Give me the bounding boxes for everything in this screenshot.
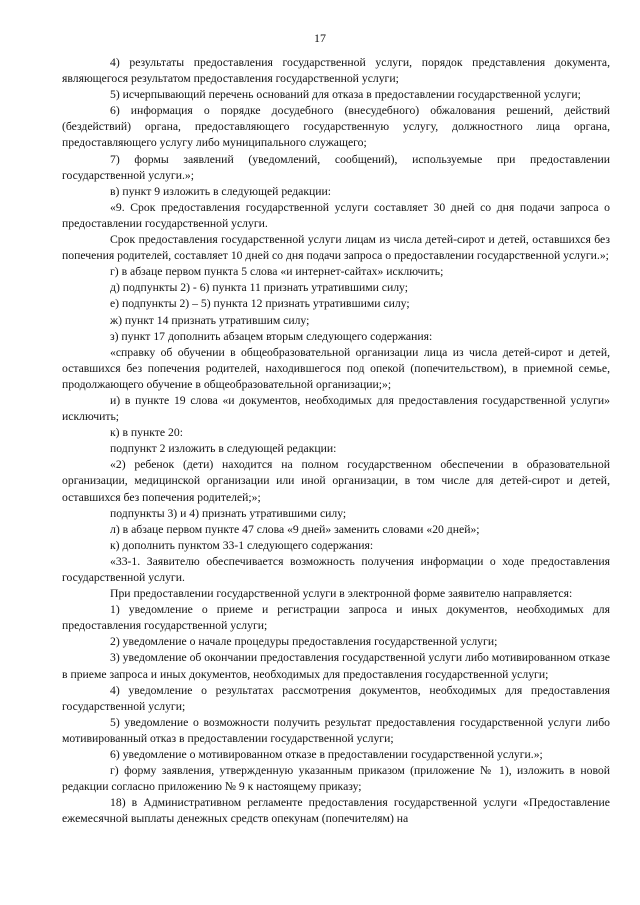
paragraph: г) в абзаце первом пункта 5 слова «и интернет-сайтах» исключить; [110,265,444,279]
paragraph: 2) уведомление о начале процедуры предоставления государственной услуги; [110,635,498,649]
paragraph: з) пункт 17 дополнить абзацем вторым следующего содержания: [110,329,433,343]
paragraph: 5) исчерпывающий перечень оснований для отказа в предоставлении государственной услуги; [110,88,581,102]
paragraph: «2) ребенок (дети) находится на полном государственном обеспечении в образовательной организации, медицинской организации или иной организации, в том числе для детей-сирот и детей, оставшихся без попечения родителей;»; [62,458,610,504]
paragraph: к) дополнить пунктом 33-1 следующего содержания: [110,538,374,552]
paragraph: 7) формы заявлений (уведомлений, сообщений), используемые при предоставлении государственной услуги.»; [62,152,610,182]
paragraph: 1) уведомление о приеме и регистрации запроса и иных документов, необходимых для предоставления государственной услуги; [62,603,610,633]
page-number: 17 [314,31,326,45]
paragraph: е) подпункты 2) – 5) пункта 12 признать утратившими силу; [110,297,410,311]
paragraph: Срок предоставления государственной услуги лицам из числа детей-сирот и детей, оставшихся без попечения родителей, составляет 10 дней со дня подачи запроса о предоставлении государственной услуги.»; [62,233,610,263]
paragraph: 4) уведомление о результатах рассмотрения документов, необходимых для предоставления государственной услуги; [62,683,610,713]
paragraph: в) пункт 9 изложить в следующей редакции: [110,184,332,198]
paragraph: 5) уведомление о возможности получить результат предоставления государственной услуги либо мотивированный отказ в предоставлении государственной услуги; [62,715,610,745]
paragraph: подпункт 2 изложить в следующей редакции: [110,442,337,456]
paragraph: д) подпункты 2) - 6) пункта 11 признать утратившими силу; [110,281,408,295]
paragraph: к) в пункте 20: [110,426,183,440]
paragraph: 6) информация о порядке досудебного (внесудебного) обжалования решений, действий (бездействий) органа, предоставляющего государственную услугу, должностного лица органа, предоставляющего услугу либо муниципального служащего; [62,104,610,150]
paragraph: ж) пункт 14 признать утратившим силу; [110,313,310,327]
paragraph: 4) результаты предоставления государственной услуги, порядок представления документа, являющегося результатом предоставления государственной услуги; [62,56,610,86]
paragraph: «справку об обучении в общеобразовательной организации лица из числа детей-сирот и детей, оставшихся без попечения родителей, находившегося под опекой (попечительством), в приемной семье, продолжающего обучение в общеобразовательной организации;»; [62,345,610,391]
paragraph: л) в абзаце первом пункте 47 слова «9 дней» заменить словами «20 дней»; [110,522,480,536]
paragraph: г) форму заявления, утвержденную указанным приказом (приложение № 1), изложить в новой редакции согласно приложению № 9 к настоящему приказу; [62,764,610,794]
paragraph: и) в пункте 19 слова «и документов, необходимых для предоставления государственной услуги» исключить; [62,393,610,424]
paragraph: 6) уведомление о мотивированном отказе в предоставлении государственной услуги.»; [110,748,543,762]
paragraph: При предоставлении государственной услуги в электронной форме заявителю направляется: [110,587,573,601]
document-body [62,55,610,828]
paragraph: «33-1. Заявителю обеспечивается возможность получения информации о ходе предоставления государственной услуги. [62,554,610,584]
paragraph: подпункты 3) и 4) признать утратившими силу; [110,506,347,520]
paragraph: 18) в Административном регламенте предоставления государственной услуги «Предоставление ежемесячной выплаты денежных средств опекунам (попечителям) на [62,796,610,826]
paragraph: 3) уведомление об окончании предоставления государственной услуги либо мотивированном отказе в приеме запроса и иных документов, необходимых для предоставления государственной услуги; [62,651,610,681]
paragraph: «9. Срок предоставления государственной услуги составляет 30 дней со дня подачи запроса о предоставлении государственной услуги. [62,200,610,230]
